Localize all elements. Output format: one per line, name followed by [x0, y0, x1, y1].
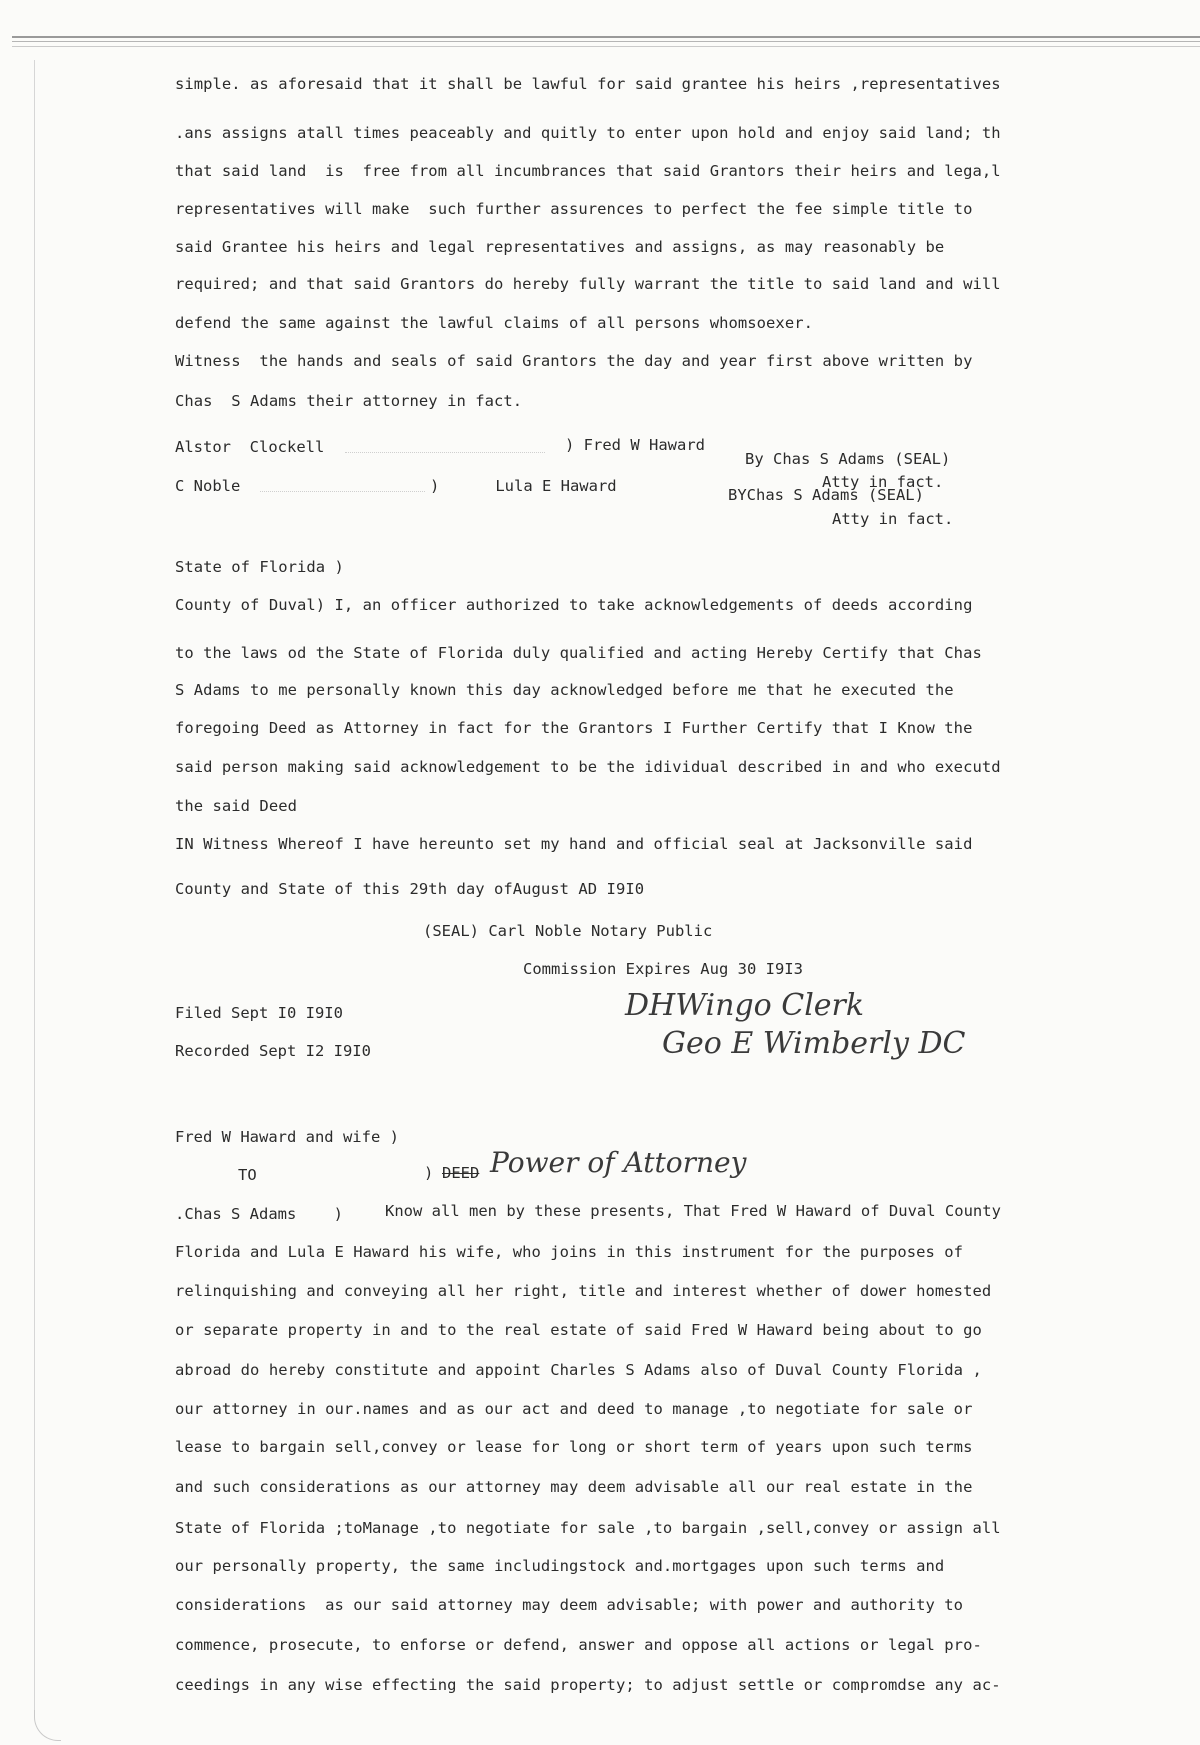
paragraph-2-line: considerations as our said attorney may deem advisable; with power and authority to	[175, 1596, 964, 1614]
paragraph-2-line: Know all men by these presents, That Fred W Haward of Duval County	[385, 1202, 1001, 1220]
acknowledgment-line: S Adams to me personally known this day acknowledged before me that he executed the	[175, 681, 954, 699]
top-rule-thin	[12, 41, 1200, 42]
paragraph-1-line: that said land is free from all incumbrances that said Grantors their heirs and lega,l	[175, 162, 1001, 180]
faint-line	[345, 452, 545, 454]
paragraph-1-line: defend the same against the lawful claims of all persons whomsoexer.	[175, 314, 813, 332]
paragraph-2-line: ceedings in any wise effecting the said property; to adjust settle or compromdse any ac-	[175, 1676, 1001, 1694]
paragraph-2-line: commence, prosecute, to enforse or defend, answer and oppose all actions or legal pro-	[175, 1636, 982, 1654]
grantor-name: ) Fred W Haward	[565, 436, 705, 454]
paragraph-1-line: required; and that said Grantors do hereby fully warrant the title to said land and will	[175, 275, 1001, 293]
paragraph-2-line: relinquishing and conveying all her right, title and interest whether of dower homested	[175, 1282, 992, 1300]
paragraph-2-line: lease to bargain sell,convey or lease for long or short term of years upon such terms	[175, 1438, 973, 1456]
acknowledgment-line: County and State of this 29th day ofAugust AD I9I0	[175, 880, 645, 898]
heading-to: TO	[238, 1166, 257, 1184]
paragraph-2-line: our personally property, the same includingstock and.mortgages upon such terms and	[175, 1557, 945, 1575]
faint-line	[260, 491, 425, 493]
acknowledgment-line: County of Duval) I, an officer authorized to take acknowledgements of deeds according	[175, 596, 973, 614]
paragraph-1-line: representatives will make such further assurences to perfect the fee simple title to	[175, 200, 973, 218]
filed-date: Filed Sept I0 I9I0	[175, 1004, 343, 1022]
witness-name: C Noble	[175, 477, 241, 495]
paragraph-1-line: said Grantee his heirs and legal representatives and assigns, as may reasonably be	[175, 238, 945, 256]
paragraph-2-line: or separate property in and to the real estate of said Fred W Haward being about to go	[175, 1321, 982, 1339]
acknowledgment-line: IN Witness Whereof I have hereunto set my hand and official seal at Jacksonville said	[175, 835, 973, 853]
paragraph-1-line: simple. as aforesaid that it shall be lawful for said grantee his heirs ,representatives	[175, 75, 1001, 93]
commission-expires: Commission Expires Aug 30 I9I3	[523, 960, 803, 978]
acknowledgment-line: State of Florida )	[175, 558, 344, 576]
recorded-date: Recorded Sept I2 I9I0	[175, 1042, 371, 1060]
page-corner-curl	[34, 1710, 61, 1741]
heading-paren: )	[424, 1164, 434, 1182]
by-line: BYChas S Adams (SEAL)	[728, 486, 924, 504]
paragraph-1-line: Chas S Adams their attorney in fact.	[175, 392, 523, 410]
paragraph-2-line: our attorney in our.names and as our act and deed to manage ,to negotiate for sale or	[175, 1400, 973, 1418]
party-grantor: Fred W Haward and wife )	[175, 1128, 399, 1146]
paragraph-1-line: .ans assigns atall times peaceably and quitly to enter upon hold and enjoy said land; th	[175, 124, 1001, 142]
acknowledgment-line: to the laws od the State of Florida duly qualified and acting Hereby Certify that Chas	[175, 644, 982, 662]
atty-in-fact: Atty in fact.	[822, 473, 944, 491]
deputy-clerk-signature: Geo E Wimberly DC	[662, 1026, 966, 1061]
clerk-signature: DHWingo Clerk	[625, 988, 865, 1023]
top-rule	[12, 36, 1200, 38]
witness-name: Alstor Clockell	[175, 438, 325, 456]
by-line: By Chas S Adams (SEAL)	[745, 450, 951, 468]
paragraph-2-line: Florida and Lula E Haward his wife, who joins in this instrument for the purposes of	[175, 1243, 964, 1261]
notary-line: (SEAL) Carl Noble Notary Public	[423, 922, 713, 940]
top-rule-faint	[12, 46, 1200, 47]
paragraph-1-line: Witness the hands and seals of said Grantors the day and year first above written by	[175, 352, 973, 370]
paragraph-2-line: and such considerations as our attorney may deem advisable all our real estate in the	[175, 1478, 973, 1496]
left-margin-line	[34, 60, 35, 1715]
deed-struck: DEED	[442, 1164, 480, 1182]
acknowledgment-line: foregoing Deed as Attorney in fact for the Grantors I Further Certify that I Know the	[175, 719, 973, 737]
grantor-name: ) Lula E Haward	[430, 477, 617, 495]
paragraph-2-line: abroad do hereby constitute and appoint Charles S Adams also of Duval County Florida ,	[175, 1361, 982, 1379]
acknowledgment-line: the said Deed	[175, 797, 297, 815]
atty-in-fact: Atty in fact.	[832, 510, 954, 528]
paragraph-2-line: State of Florida ;toManage ,to negotiate for sale ,to bargain ,sell,convey or assign all	[175, 1519, 1001, 1537]
instrument-handwritten-title: Power of Attorney	[490, 1146, 747, 1179]
party-grantee: .Chas S Adams )	[175, 1205, 343, 1223]
acknowledgment-line: said person making said acknowledgement to be the idividual described in and who executd	[175, 758, 1001, 776]
